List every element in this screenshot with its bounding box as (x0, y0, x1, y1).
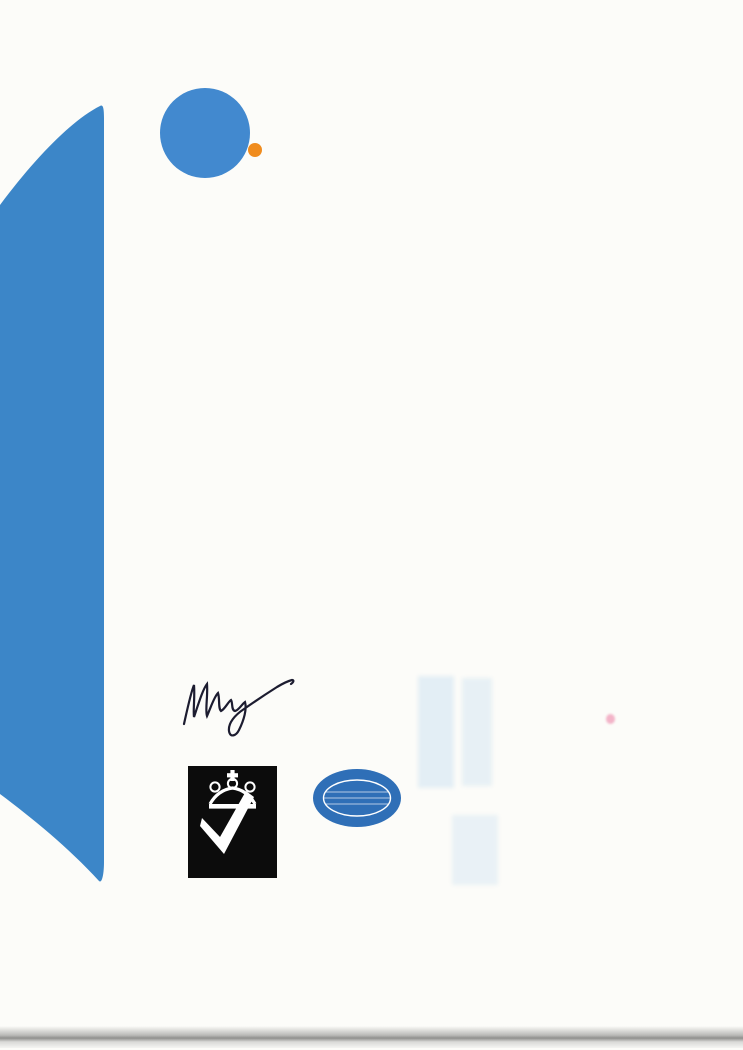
nqa-logo-dot-icon (248, 143, 262, 157)
stamp-remnant (418, 676, 454, 788)
qr-code (589, 822, 686, 919)
stamp-remnant (452, 815, 498, 885)
stamp-remnant (462, 678, 492, 786)
ukas-accreditation-mark-icon (188, 766, 277, 878)
stamp-remnant (606, 714, 615, 724)
scan-edge-shadow (0, 1026, 743, 1048)
banner-sail-shape (0, 0, 115, 900)
signature (178, 672, 308, 742)
iaf-accreditation-mark-icon (312, 768, 402, 828)
nqa-logo-icon (160, 88, 250, 178)
